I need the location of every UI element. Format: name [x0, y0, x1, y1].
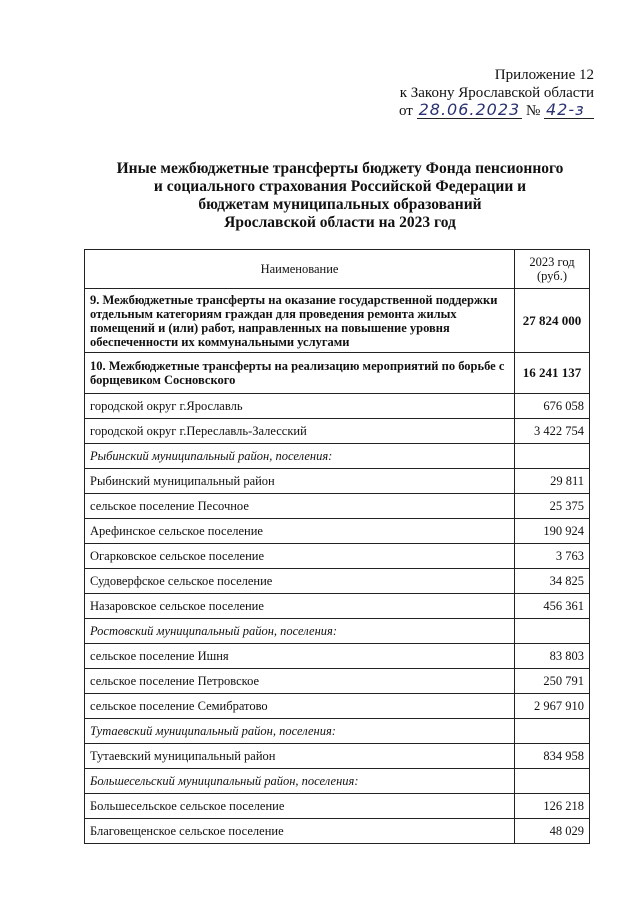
table-row [85, 544, 590, 569]
row-value: 834 958 [515, 744, 590, 769]
row-value [515, 769, 590, 794]
row-name: Назаровское сельское поселение [85, 594, 515, 619]
row-value [515, 444, 590, 469]
section-row [85, 289, 590, 353]
table-row [85, 569, 590, 594]
row-name: сельское поселение Семибратово [85, 694, 515, 719]
row-value: 34 825 [515, 569, 590, 594]
row-name: сельское поселение Ишня [85, 644, 515, 669]
table-row [85, 419, 590, 444]
table-row [85, 694, 590, 719]
table-row [85, 594, 590, 619]
table-row [85, 794, 590, 819]
title-line-1: Иные межбюджетные трансферты бюджету Фонда пенсионного [116, 160, 564, 177]
district-name: Ростовский муниципальный район, поселения: [85, 619, 515, 644]
district-row [85, 719, 590, 744]
section-value: 27 824 000 [515, 289, 590, 353]
table-row [85, 744, 590, 769]
row-name: Большесельское сельское поселение [85, 794, 515, 819]
handwritten-date: 28.06.2023 [418, 100, 521, 119]
section-row [85, 353, 590, 394]
appendix-block [399, 66, 594, 120]
row-name: городской округ г.Переславль-Залесский [85, 419, 515, 444]
row-value: 126 218 [515, 794, 590, 819]
section-name: 9. Межбюджетные трансферты на оказание государственной поддержки отдельным категориям граждан для проведения ремонта жилых помещений и (или) работ, направленных на повышение уровня обеспеченности их коммунальными услугами [85, 289, 515, 353]
handwritten-number: 42-з [544, 102, 594, 119]
table-header-row [85, 250, 590, 289]
table-row [85, 394, 590, 419]
row-value: 456 361 [515, 594, 590, 619]
district-name: Тутаевский муниципальный район, поселения: [85, 719, 515, 744]
row-value: 676 058 [515, 394, 590, 419]
column-header-name: Наименование [85, 250, 515, 289]
row-value [515, 619, 590, 644]
row-name: Тутаевский муниципальный район [85, 744, 515, 769]
row-value: 83 803 [515, 644, 590, 669]
row-value [515, 719, 590, 744]
from-label: от [398, 103, 413, 119]
column-header-sum-unit: (руб.) [537, 269, 567, 283]
row-value: 190 924 [515, 519, 590, 544]
document-title [80, 160, 600, 232]
district-row [85, 619, 590, 644]
row-value: 250 791 [515, 669, 590, 694]
district-row [85, 769, 590, 794]
row-value: 25 375 [515, 494, 590, 519]
row-value: 2 967 910 [515, 694, 590, 719]
table-row [85, 669, 590, 694]
table-row [85, 819, 590, 844]
district-row [85, 444, 590, 469]
row-name: сельское поселение Петровское [85, 669, 515, 694]
law-reference: к Закону Ярославской области [399, 85, 594, 101]
row-name: Рыбинский муниципальный район [85, 469, 515, 494]
row-name: сельское поселение Песочное [85, 494, 515, 519]
row-name: Огарковское сельское поселение [85, 544, 515, 569]
district-name: Рыбинский муниципальный район, поселения: [85, 444, 515, 469]
district-name: Большесельский муниципальный район, поселения: [85, 769, 515, 794]
table-row [85, 519, 590, 544]
section-value: 16 241 137 [515, 353, 590, 394]
column-header-sum [515, 250, 590, 289]
row-name: Арефинское сельское поселение [85, 519, 515, 544]
section-name: 10. Межбюджетные трансферты на реализацию мероприятий по борьбе с борщевиком Сосновского [85, 353, 515, 394]
row-value: 3 422 754 [515, 419, 590, 444]
row-value: 48 029 [515, 819, 590, 844]
row-name: Благовещенское сельское поселение [85, 819, 515, 844]
title-line-3: бюджетам муниципальных образований [198, 196, 482, 213]
date-number-line [399, 102, 594, 120]
transfers-table [84, 249, 590, 844]
table-row [85, 469, 590, 494]
table-row [85, 644, 590, 669]
table-row [85, 494, 590, 519]
row-value: 29 811 [515, 469, 590, 494]
column-header-sum-year: 2023 год [529, 255, 575, 269]
number-label: № [525, 103, 541, 119]
title-line-4: Ярославской области на 2023 год [224, 214, 456, 231]
appendix-label: Приложение 12 [494, 67, 594, 83]
title-line-2: и социального страхования Российской Федерации и [153, 178, 527, 195]
row-value: 3 763 [515, 544, 590, 569]
row-name: городской округ г.Ярославль [85, 394, 515, 419]
row-name: Судоверфское сельское поселение [85, 569, 515, 594]
